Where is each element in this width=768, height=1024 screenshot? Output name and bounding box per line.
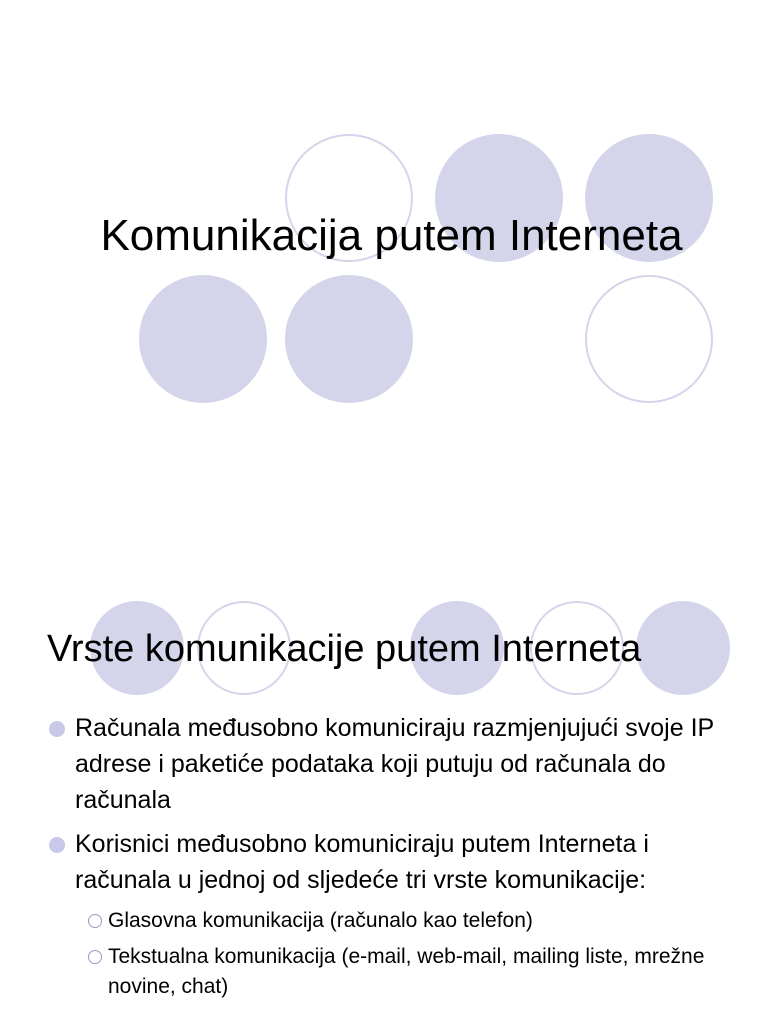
bullet-item (0, 826, 768, 898)
decorative-circle-filled (285, 275, 413, 403)
sub-bullet-item (0, 906, 768, 936)
bullet-ring-icon (88, 950, 102, 964)
sub-bullet-text: Glasovna komunikacija (računalo kao telefon) (108, 909, 533, 932)
slide-title: Vrste komunikacije putem Interneta (47, 628, 642, 670)
bullet-dot-icon (49, 721, 65, 737)
decorative-circle-filled (139, 275, 267, 403)
content-slide (0, 576, 768, 1024)
bullet-text: Računala međusobno komuniciraju razmjenjujući svoje IP adrese i paketiće podataka koji putuju od računala do računala (75, 714, 714, 814)
decorative-circle-filled (636, 601, 730, 695)
bullet-list (0, 710, 768, 1008)
slide-title: Komunikacija putem Interneta (100, 211, 683, 260)
bullet-dot-icon (49, 837, 65, 853)
decorative-circle-outline (585, 275, 713, 403)
sub-bullet-item (0, 942, 768, 1002)
sub-bullet-text: Tekstualna komunikacija (e-mail, web-mail, mailing liste, mrežne novine, chat) (108, 945, 705, 998)
bullet-text: Korisnici međusobno komuniciraju putem Interneta i računala u jednoj od sljedeće tri vrste komunikacije: (75, 830, 649, 894)
bullet-item (0, 710, 768, 818)
bullet-ring-icon (88, 914, 102, 928)
